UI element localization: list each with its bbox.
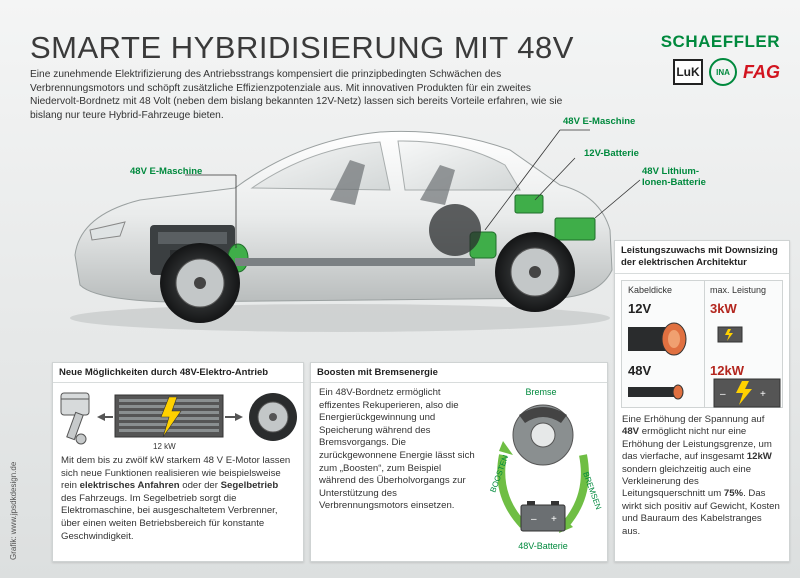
- panel-right-text-7: . Das wirkt sich positiv auf Gewicht, Kosten und Bauraum des Kabelstranges aus.: [622, 488, 780, 537]
- col-max-leistung: max. Leistung: [710, 285, 767, 295]
- panel-left-text-1: Mit dem bis zu zwölf kW starkem 48 V E-Motor lassen sich neue Funktionen realisieren wie beispielsweise rein: [61, 455, 291, 492]
- bremsen-label: BREMSEN: [581, 470, 604, 511]
- graphic-credit: Grafik: www.jpsdkdesign.de: [9, 461, 18, 560]
- boost-label: BOOSTEN: [488, 453, 511, 494]
- panel-boost-text: Ein 48V-Bordnetz ermöglicht effizentes Rekuperieren, also die Energierückgewinnung und Speicherung während des Bremsvorgangs. Die zurückgewonnene Energie lässt sich zum „Boosten“, zum Beispiel während des Überholvorgangs zur Unterstützung des Verbrennungsmotors einsetzen.: [319, 387, 475, 512]
- thick-cable-icon: [628, 319, 698, 359]
- row2-voltage: 48V: [628, 363, 652, 378]
- battery-icon: [521, 501, 565, 531]
- svg-text:+: +: [760, 389, 766, 400]
- page-title: SMARTE HYBRIDISIERUNG MIT 48V: [30, 30, 574, 65]
- small-battery-icon: [716, 323, 746, 345]
- brake-disc-icon: [513, 405, 573, 465]
- panel-right-text-5: sondern gleichzeitig auch eine Verkleinerung des Leitungsquerschnitt um: [622, 463, 752, 500]
- label-rear-emachine: 48V E-Maschine: [563, 116, 636, 127]
- panel-left-text-4: Segelbetrieb: [220, 480, 279, 492]
- panel-48v-drive-title: Neue Möglichkeiten durch 48V-Elektro-Antrieb: [53, 363, 303, 383]
- panel-left-text-3: oder der: [179, 480, 221, 492]
- power-table: [621, 280, 783, 408]
- panel-right-text-2: 48V: [622, 426, 640, 438]
- intro-text: Eine zunehmende Elektrifizierung des Antriebsstrangs kompensiert die prinzipbedingten Schwächen des Verbrennungsmotors und schöpft zusätzliche Effizienzpotenziale aus. Mit innovativen Produkten für ein zweites Niedervolt-Bordnetz mit 48 Volt (neben dem bislang bekannten 12V-Netz) lassen sich bereits Vorteile erfahren, wie sie bislang nur teure Hybrid-Fahrzeuge bieten.: [30, 69, 563, 121]
- brake-label: Bremse: [525, 387, 557, 397]
- ina-logo-text: INA: [716, 67, 730, 77]
- panel-boost-title: Boosten mit Bremsenergie: [311, 363, 607, 383]
- row2-power: 12kW: [710, 363, 744, 378]
- emotor-icon: [115, 395, 223, 437]
- panel-left-text-2: elektrisches Anfahren: [79, 480, 180, 492]
- wheel-icon: [249, 393, 297, 441]
- label-front-emachine: 48V E-Maschine: [130, 166, 203, 177]
- panel-power-title: Leistungszuwachs mit Downsizing der elektrischen Architektur: [615, 241, 789, 274]
- panel-power-text: [615, 408, 789, 538]
- panel-right-text-6: 75%: [723, 488, 744, 500]
- label-48v-battery-line2: Ionen-Batterie: [642, 177, 706, 188]
- row1-voltage: 12V: [628, 301, 652, 316]
- panel-right-text-4: 12kW: [746, 451, 772, 463]
- divider-vertical: [704, 281, 705, 407]
- thin-cable-icon: [628, 381, 698, 405]
- battery-label: 48V-Batterie: [518, 541, 568, 551]
- boost-cycle-diagram: [479, 385, 609, 561]
- svg-text:+: +: [551, 514, 557, 525]
- large-battery-icon: [712, 375, 784, 409]
- panel-right-text-1: Eine Erhöhung der Spannung auf: [622, 414, 765, 425]
- panel-left-text-5: des Fahrzeugs. Im Segelbetrieb sorgt die Elektromaschine, bei ausgeschaltetem Verbrenner, über einen weiten Betriebsbereich für konstante Geschwindigkeit.: [61, 492, 278, 542]
- svg-text:–: –: [531, 514, 537, 525]
- label-48v-battery: [642, 166, 706, 188]
- panel-power: [614, 240, 790, 562]
- panel-right-text-3: ermöglicht nicht nur eine Erhöhung der Leistungsgrenze, um das vierfache, auf insgesamt: [622, 426, 772, 463]
- luk-logo-text: LuK: [676, 65, 700, 79]
- label-12v-battery: 12V-Batterie: [584, 148, 639, 159]
- schaeffler-logo: SCHAEFFLER: [660, 32, 780, 51]
- fag-logo: FAG: [742, 61, 780, 82]
- panel-boost: [310, 362, 608, 562]
- col-kabeldicke: Kabeldicke: [628, 285, 673, 295]
- kw-label: 12 kW: [153, 442, 176, 451]
- piston-icon: [61, 393, 89, 444]
- panel-48v-drive-text: [53, 453, 303, 543]
- panel-48v-drive: [52, 362, 304, 562]
- row1-power: 3kW: [710, 301, 737, 316]
- drive-diagram: [53, 383, 303, 453]
- svg-text:–: –: [720, 389, 726, 400]
- label-48v-battery-line1: 48V Lithium-: [642, 166, 700, 177]
